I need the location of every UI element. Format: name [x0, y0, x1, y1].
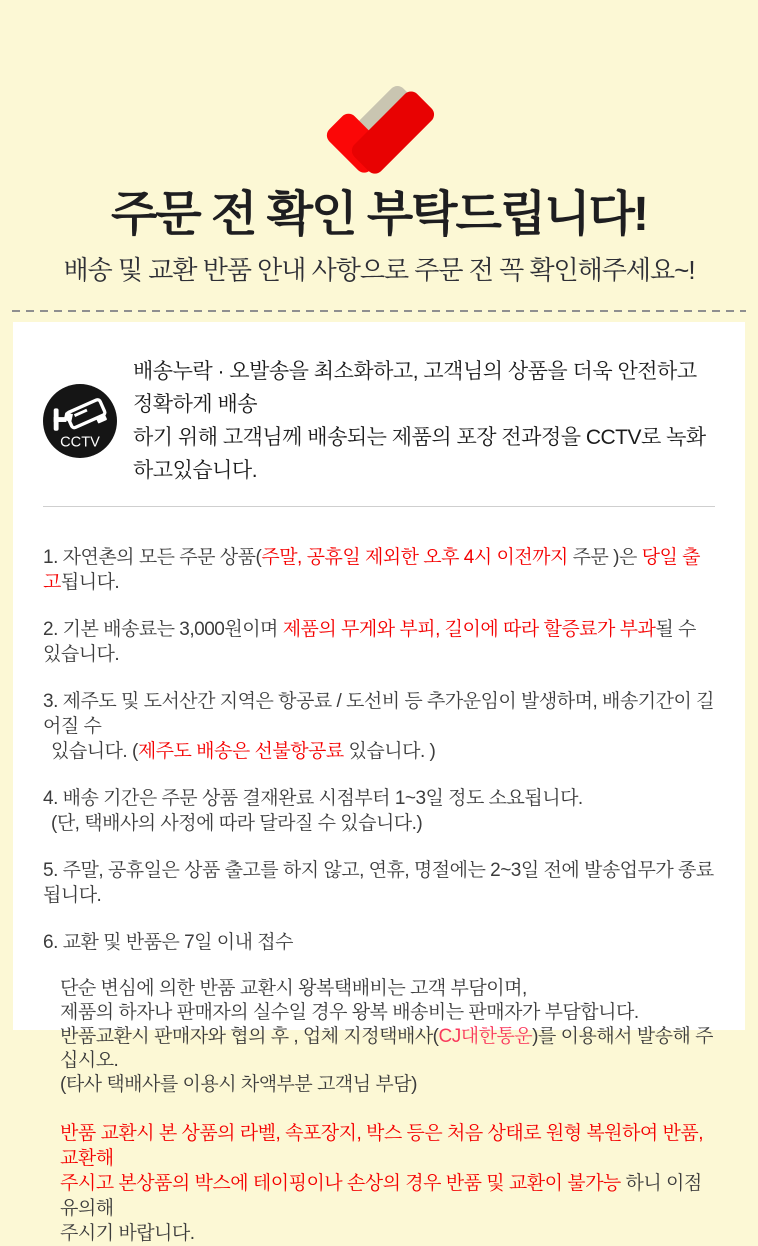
cctv-row — [43, 355, 715, 487]
cctv-icon-label: CCTV — [60, 434, 100, 451]
cctv-camera-icon — [43, 384, 117, 458]
exchange-detail-paragraph — [60, 977, 715, 1097]
list-item-text: 있습니다. (제주도 배송은 선불항공료 있습니다. ) — [51, 741, 436, 762]
list-item-4 — [43, 786, 715, 836]
cctv-description-line: 배송누락 · 오발송을 최소화하고, 고객님의 상품을 더욱 안전하고 정확하게 배송 — [133, 360, 697, 416]
list-item-text: 5. 주말, 공휴일은 상품 출고를 하지 않고, 연휴, 명절에는 2~3일 전에 발송업무가 종료됩니다. — [43, 860, 714, 906]
list-item-text: 4. 배송 기간은 주문 상품 결재완료 시점부터 1~3일 정도 소요됩니다. — [43, 788, 583, 809]
header — [0, 94, 758, 287]
paragraph-line: (타사 택배사를 이용시 차액부분 고객님 부담) — [60, 1074, 417, 1095]
list-item-6 — [43, 930, 715, 955]
paragraph-line: 제품의 하자나 판매자의 실수일 경우 왕복 배송비는 판매자가 부담합니다. — [60, 1002, 639, 1023]
paragraph-line: 주시기 바랍니다. — [60, 1223, 195, 1244]
list-item-3 — [43, 689, 715, 764]
cctv-description-line: 하기 위해 고객님께 배송되는 제품의 포장 전과정을 CCTV로 녹화하고있습니다. — [133, 426, 706, 482]
cctv-description — [133, 355, 715, 487]
notice-list — [43, 545, 715, 1246]
shipping-notice-banner — [0, 94, 758, 1244]
page-subtitle: 배송 및 교환 반품 안내 사항으로 주문 전 꼭 확인해주세요~! — [63, 255, 695, 285]
page-title: 주문 전 확인 부탁드립니다! — [110, 188, 648, 241]
list-item-text: 2. 기본 배송료는 3,000원이며 제품의 무게와 부피, 길이에 따라 할증료가 부과될 수 있습니다. — [43, 619, 696, 665]
dashed-divider — [12, 310, 746, 312]
list-item-text: 1. 자연촌의 모든 주문 상품(주말, 공휴일 제외한 오후 4시 이전까지 주문 )은 당일 출고됩니다. — [43, 547, 700, 593]
paragraph-line: 주시고 본상품의 박스에 테이핑이나 손상의 경우 반품 및 교환이 불가능 하니 이점 유의해 — [60, 1173, 702, 1219]
return-warning-paragraph — [60, 1121, 715, 1246]
paragraph-line: 반품 교환시 본 상품의 라벨, 속포장지, 박스 등은 처음 상태로 원형 복원하여 반품, 교환해 — [60, 1123, 704, 1169]
list-item-2 — [43, 617, 715, 667]
list-item-1 — [43, 545, 715, 595]
list-item-text: (단, 택배사의 사정에 따라 달라질 수 있습니다.) — [51, 813, 423, 834]
list-item-5 — [43, 858, 715, 908]
paragraph-line: 반품교환시 판매자와 협의 후 , 업체 지정택배사(CJ대한통운)를 이용해서 발송해 주십시오. — [60, 1026, 714, 1071]
notice-panel — [13, 322, 745, 1244]
list-item-text: 3. 제주도 및 도서산간 지역은 항공료 / 도선비 등 추가운임이 발생하며, 배송기간이 길어질 수 — [43, 691, 714, 737]
list-item-text: 6. 교환 및 반품은 7일 이내 접수 — [43, 932, 293, 953]
red-check-icon — [321, 94, 437, 175]
paragraph-line: 단순 변심에 의한 반품 교환시 왕복택배비는 고객 부담이며, — [60, 978, 527, 999]
panel-divider — [43, 506, 715, 507]
